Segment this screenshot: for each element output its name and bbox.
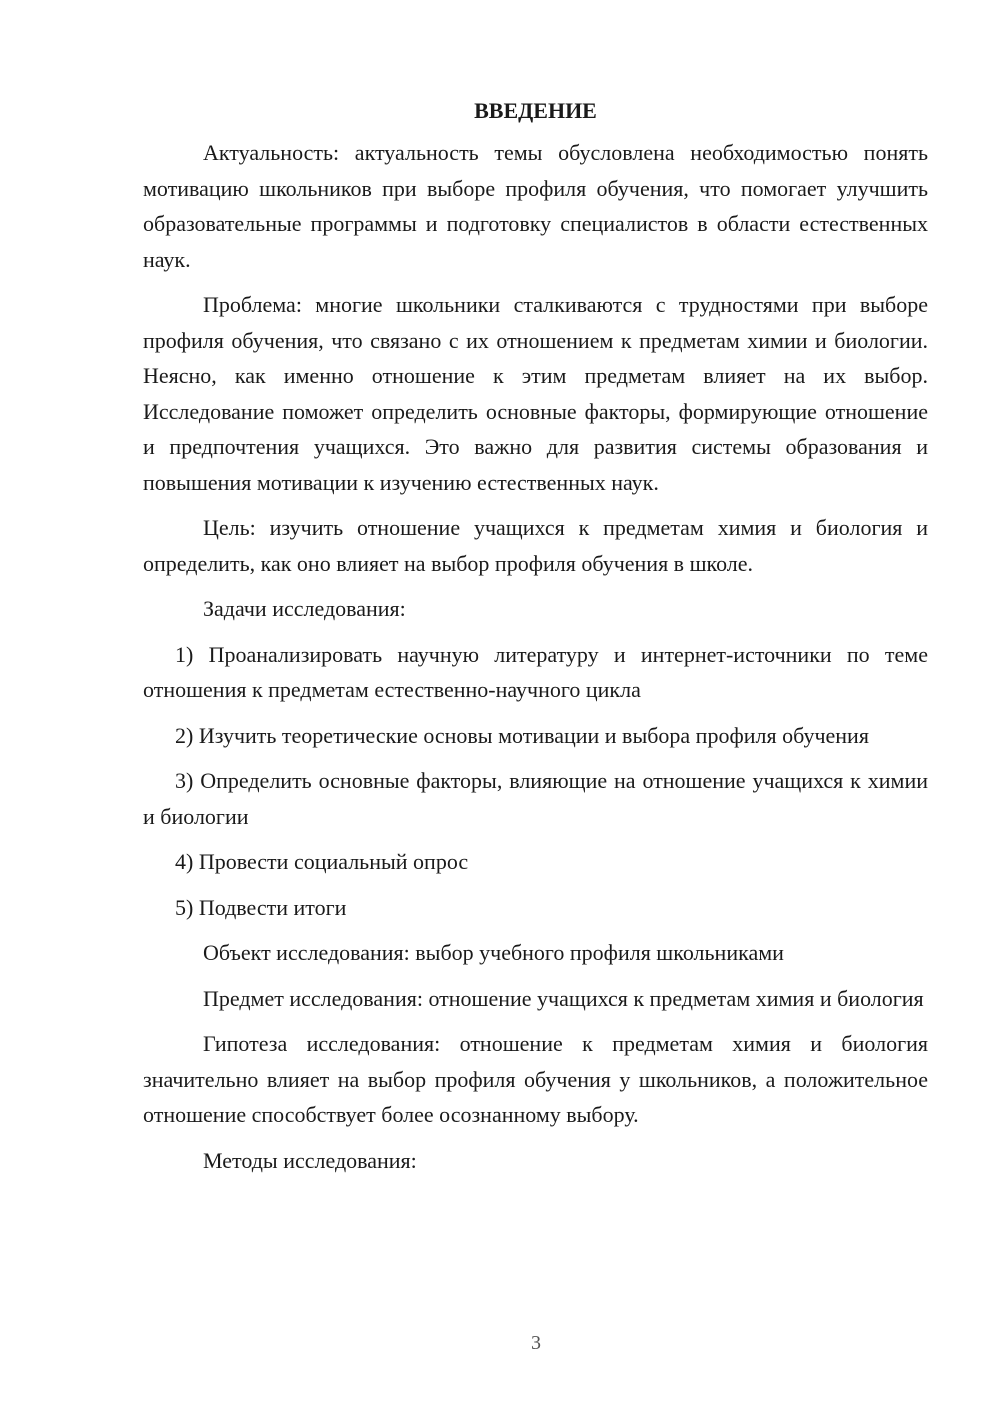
- section-title: ВВЕДЕНИЕ: [474, 98, 597, 123]
- task-item: 3) Определить основные факторы, влияющие на отношение учащихся к химии и биологии: [143, 768, 928, 829]
- paragraph-relevance: Актуальность: актуальность темы обусловлена необходимостью понять мотивацию школьников при выборе профиля обучения, что помогает улучшить образовательные программы и подготовку специалистов в области естественных наук.: [143, 140, 928, 272]
- paragraph-problem: Проблема: многие школьники сталкиваются с трудностями при выборе профиля обучения, что связано с их отношением к предметам химии и биологии. Неясно, как именно отношение к этим предметам влияет на их выбор. Исследование поможет определить основные факторы, формирующие отношение и предпочтения учащихся. Это важно для развития системы образования и повышения мотивации к изучению естественных наук.: [143, 292, 928, 495]
- task-item: 1) Проанализировать научную литературу и интернет-источники по теме отношения к предметам естественно-научного цикла: [143, 641, 928, 702]
- task-item: 2) Изучить теоретические основы мотивации и выбора профиля обучения: [175, 722, 869, 748]
- paragraph-goal: Цель: изучить отношение учащихся к предметам химия и биология и определить, как оно влияет на выбор профиля обучения в школе.: [143, 515, 928, 576]
- page-number: 3: [531, 1332, 541, 1354]
- task-item: 4) Провести социальный опрос: [175, 849, 469, 874]
- task-item: 5) Подвести итоги: [175, 894, 347, 920]
- document-page: [143, 93, 928, 1178]
- paragraph-hypothesis: Гипотеза исследования: отношение к предметам химия и биология значительно влияет на выбор профиля обучения у школьников, а положительное отношение способствует более осознанному выбору.: [143, 1031, 928, 1127]
- paragraph-methods: Методы исследования:: [203, 1147, 417, 1173]
- paragraph-tasks-heading: Задачи исследования:: [203, 596, 406, 621]
- paragraph-subject: Предмет исследования: отношение учащихся к предметам химия и биология: [203, 985, 924, 1011]
- paragraph-object: Объект исследования: выбор учебного профиля школьниками: [203, 940, 784, 965]
